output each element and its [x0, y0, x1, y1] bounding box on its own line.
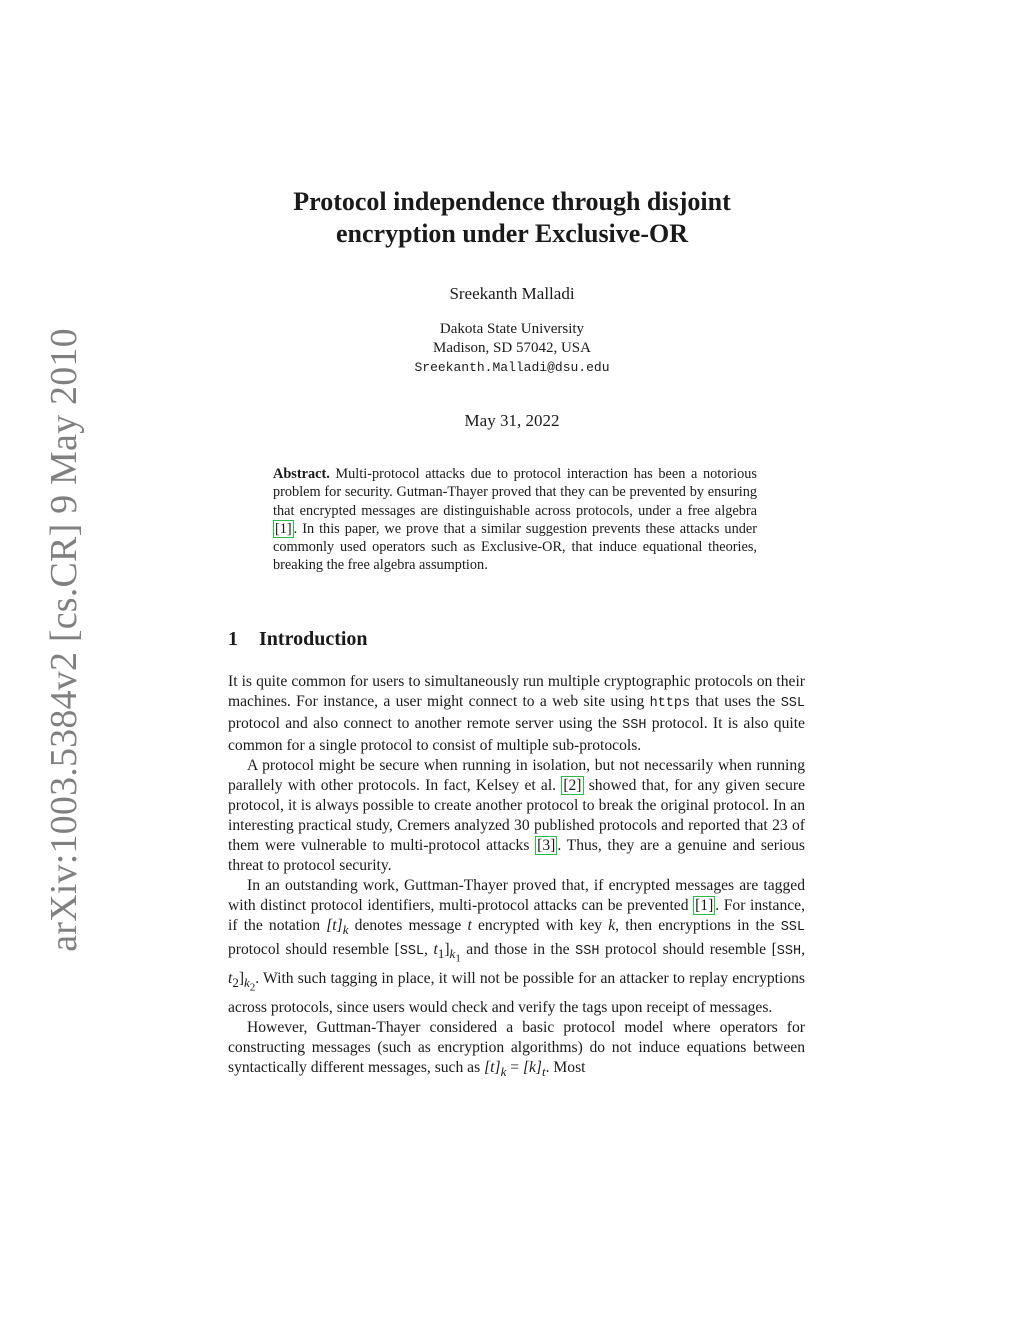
text-run: protocol. It is also quite common for a single protocol to consist of multiple sub-protocols. — [228, 715, 805, 754]
abstract-text: . In this paper, we prove that a similar suggestion prevents these attacks under commonly used operators such as Exclusive-OR, that induce equational theories, breaking the free algebra assumption. — [273, 520, 757, 574]
paragraph — [228, 876, 805, 1018]
section-number: 1 — [228, 628, 238, 650]
math: [k] — [522, 1058, 542, 1076]
text-run: However, Guttman-Thayer considered a basic protocol model where operators for constructing messages (such as encryption algorithms) do not induce equations between syntactically different messages, such as — [228, 1018, 805, 1076]
citation-link[interactable]: [1] — [275, 520, 292, 537]
math: , t — [228, 941, 805, 987]
text-run: that uses the — [690, 693, 781, 710]
paper-title — [0, 186, 1024, 250]
math: 1 — [455, 952, 461, 965]
math: 2 — [232, 974, 239, 990]
math: [ — [771, 941, 777, 959]
text-run: . With such tagging in place, it will not be possible for an attacker to replay encryptions across protocols, since users would check and verify the tags upon receipt of messages. — [228, 969, 805, 1016]
text-run: , then encryptions in the — [615, 917, 781, 934]
text-run: and those in the — [460, 941, 576, 959]
code-ssh: SSH — [776, 944, 802, 960]
author-name: Sreekanth Malladi — [449, 284, 575, 303]
paragraph — [228, 1018, 805, 1082]
math: ] — [238, 969, 245, 987]
text-run: encrypted with key — [471, 917, 609, 934]
code-ssl: SSL — [780, 696, 805, 711]
code-ssh: SSH — [575, 944, 600, 960]
abstract-label: Abstract. — [273, 466, 330, 482]
text-run: denotes message — [348, 917, 468, 934]
math: , t — [424, 941, 438, 959]
title-line-2: encryption under Exclusive-OR — [336, 219, 688, 248]
math: [ — [394, 941, 400, 959]
paragraph — [228, 756, 805, 876]
math: [t] — [484, 1058, 501, 1076]
address: Madison, SD 57042, USA — [433, 340, 591, 356]
paragraph — [228, 672, 805, 756]
code-https: https — [649, 696, 691, 711]
abstract — [273, 465, 757, 575]
text-run: protocol should resemble — [228, 941, 395, 959]
text-run: showed that, for any given secure protocol, it is always possible to create another protocol to break the original protocol. In an interesting practical study, Cremers analyzed 30 published protocols and reported that 23 of them were vulnerable to multi-protocol attacks — [228, 777, 805, 854]
body-text — [228, 672, 805, 1082]
abstract-text: Multi-protocol attacks due to protocol interaction has been a notorious problem for security. Gutman-Thayer proved that they can be prevented by ensuring that encrypted messages are distinguishable across protocols, under a free algebra — [273, 466, 757, 519]
citation-link[interactable]: [1] — [695, 897, 714, 914]
math: k — [608, 917, 616, 934]
code-ssh: SSH — [622, 718, 647, 733]
math: 2 — [249, 981, 256, 994]
text-run: protocol should resemble — [599, 941, 772, 959]
math: k — [449, 946, 456, 962]
math: [t] — [326, 917, 343, 934]
text-run: protocol and also connect to another remote server using the — [228, 715, 623, 732]
section-title: Introduction — [259, 628, 368, 650]
email: Sreekanth.Malladi@dsu.edu — [414, 360, 610, 375]
math: t — [542, 1063, 546, 1079]
affiliation — [0, 320, 1024, 377]
text-run: In an outstanding work, Guttman-Thayer proved that, if encrypted messages are tagged with distinct protocol identifiers, multi-protocol attacks can be prevented — [228, 877, 805, 914]
text-run: It is quite common for users to simultaneously run multiple cryptographic protocols on their machines. For instance, a user might connect to a web site using — [228, 673, 805, 710]
text-run: . For instance, if the notation — [228, 897, 805, 934]
math: t — [467, 917, 472, 934]
date: May 31, 2022 — [464, 411, 560, 430]
math: ] — [444, 941, 450, 959]
math: 1 — [437, 946, 445, 962]
arxiv-stamp: arXiv:1003.5384v2 [cs.CR] 9 May 2010 — [43, 328, 85, 952]
math: = — [506, 1058, 523, 1076]
text-run: . Thus, they are a genuine and serious threat to protocol security. — [228, 837, 805, 874]
math: k — [500, 1063, 507, 1079]
citation-link[interactable]: [2] — [563, 777, 582, 794]
math: k — [244, 974, 250, 990]
section-heading — [228, 628, 368, 651]
text-run: A protocol might be secure when running in isolation, but not necessarily when running parallely with other protocols. In fact, Kelsey et al. — [228, 757, 805, 794]
code-ssl: SSL — [399, 944, 425, 960]
title-line-1: Protocol independence through disjoint — [293, 187, 731, 216]
math: k — [342, 922, 349, 938]
code-ssl: SSL — [780, 920, 805, 935]
institution: Dakota State University — [439, 321, 585, 337]
text-run: . Most — [545, 1058, 586, 1076]
citation-link[interactable]: [3] — [537, 837, 556, 854]
